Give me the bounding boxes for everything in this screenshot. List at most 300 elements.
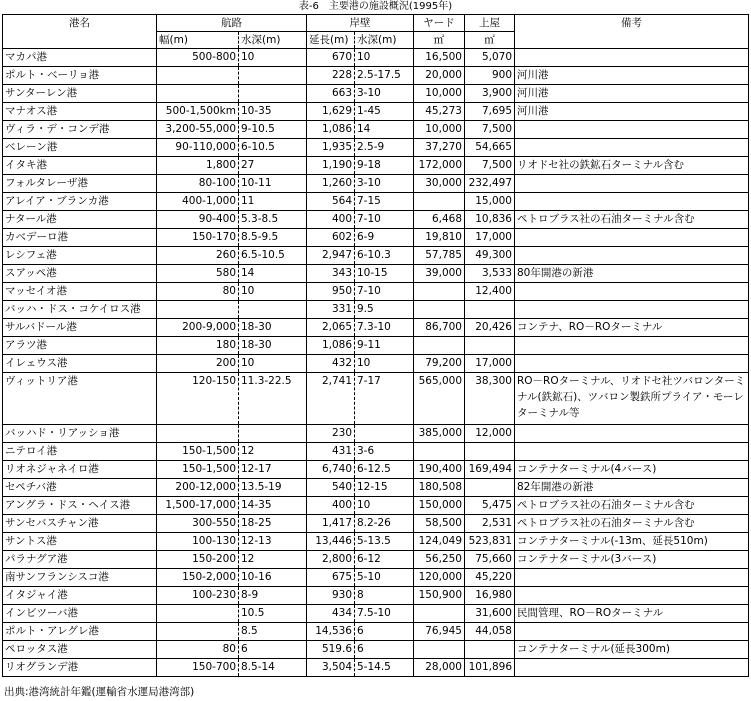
table-row bbox=[3, 139, 749, 157]
remarks-cell: ペトロブラス社の石油ターミナル含む bbox=[515, 211, 749, 229]
channel-depth-cell: 10 bbox=[239, 49, 307, 67]
quay-depth-cell: 6-12 bbox=[355, 551, 414, 569]
port-name-cell: イレェウス港 bbox=[3, 355, 157, 373]
channel-depth-cell: 12 bbox=[239, 551, 307, 569]
quay-length-cell: 1,417 bbox=[307, 515, 355, 533]
quay-length-cell: 228 bbox=[307, 67, 355, 85]
yard-cell: 124,049 bbox=[414, 533, 465, 551]
col-quay-depth: 水深(m) bbox=[355, 32, 414, 49]
quay-depth-cell: 9-18 bbox=[355, 157, 414, 175]
shed-cell bbox=[465, 443, 515, 461]
col-channel: 航路 bbox=[157, 15, 307, 32]
col-yard: ヤード bbox=[414, 15, 465, 32]
quay-length-cell: 331 bbox=[307, 301, 355, 319]
quay-depth-cell: 5-13.5 bbox=[355, 533, 414, 551]
quay-length-cell: 540 bbox=[307, 479, 355, 497]
channel-depth-cell: 12 bbox=[239, 443, 307, 461]
quay-length-cell: 431 bbox=[307, 443, 355, 461]
quay-depth-cell: 7.5-10 bbox=[355, 605, 414, 623]
channel-depth-cell: 10 bbox=[239, 355, 307, 373]
channel-width-cell: 3,200-55,000 bbox=[157, 121, 239, 139]
remarks-cell bbox=[515, 229, 749, 247]
remarks-cell: RO－ROターミナル、リオドセ社ツバロンターミナル(鉄鉱石)、ツバロン製鉄所プライア・モーレターミナル等 bbox=[515, 373, 749, 425]
port-name-cell: サントス港 bbox=[3, 533, 157, 551]
channel-width-cell: 300-550 bbox=[157, 515, 239, 533]
remarks-cell: 82年開港の新港 bbox=[515, 479, 749, 497]
quay-depth-cell: 3-10 bbox=[355, 85, 414, 103]
quay-length-cell: 400 bbox=[307, 211, 355, 229]
remarks-cell: 河川港 bbox=[515, 85, 749, 103]
quay-depth-cell: 7-17 bbox=[355, 373, 414, 425]
channel-width-cell bbox=[157, 301, 239, 319]
yard-cell: 28,000 bbox=[414, 659, 465, 677]
port-name-cell: ポルト・ベーリョ港 bbox=[3, 67, 157, 85]
channel-width-cell: 90-110,000 bbox=[157, 139, 239, 157]
remarks-cell: 河川港 bbox=[515, 67, 749, 85]
quay-depth-cell: 3-6 bbox=[355, 443, 414, 461]
quay-depth-cell: 9-11 bbox=[355, 337, 414, 355]
quay-length-cell: 675 bbox=[307, 569, 355, 587]
quay-length-cell: 1,086 bbox=[307, 337, 355, 355]
table-row bbox=[3, 337, 749, 355]
channel-depth-cell: 8.5 bbox=[239, 623, 307, 641]
port-name-cell: サンターレン港 bbox=[3, 85, 157, 103]
quay-length-cell: 950 bbox=[307, 283, 355, 301]
remarks-cell: 河川港 bbox=[515, 103, 749, 121]
table-row bbox=[3, 193, 749, 211]
quay-length-cell: 519.6 bbox=[307, 641, 355, 659]
table-row bbox=[3, 175, 749, 193]
quay-length-cell: 400 bbox=[307, 497, 355, 515]
channel-width-cell: 500-1,500km bbox=[157, 103, 239, 121]
channel-width-cell bbox=[157, 67, 239, 85]
yard-cell: 37,270 bbox=[414, 139, 465, 157]
channel-depth-cell: 12-13 bbox=[239, 533, 307, 551]
channel-depth-cell: 8.5-9.5 bbox=[239, 229, 307, 247]
port-name-cell: バッハド・リアッショ港 bbox=[3, 425, 157, 443]
remarks-cell bbox=[515, 283, 749, 301]
source-note: 出典:港湾統計年鑑(運輸省水運局港湾部) bbox=[4, 686, 195, 698]
channel-width-cell: 400-1,000 bbox=[157, 193, 239, 211]
channel-width-cell: 100-130 bbox=[157, 533, 239, 551]
quay-depth-cell: 5-14.5 bbox=[355, 659, 414, 677]
table-row bbox=[3, 443, 749, 461]
channel-depth-cell: 10.5 bbox=[239, 605, 307, 623]
channel-depth-cell: 14 bbox=[239, 265, 307, 283]
channel-width-cell bbox=[157, 425, 239, 443]
channel-depth-cell: 10-35 bbox=[239, 103, 307, 121]
quay-length-cell: 434 bbox=[307, 605, 355, 623]
shed-cell: 7,695 bbox=[465, 103, 515, 121]
port-name-cell: 南サンフランシスコ港 bbox=[3, 569, 157, 587]
shed-cell bbox=[465, 479, 515, 497]
quay-length-cell: 1,086 bbox=[307, 121, 355, 139]
quay-depth-cell: 7-10 bbox=[355, 283, 414, 301]
channel-width-cell: 90-400 bbox=[157, 211, 239, 229]
quay-length-cell: 432 bbox=[307, 355, 355, 373]
yard-cell bbox=[414, 337, 465, 355]
table-row bbox=[3, 157, 749, 175]
table-row bbox=[3, 587, 749, 605]
port-name-cell: ヴィットリア港 bbox=[3, 373, 157, 425]
header-row-1 bbox=[3, 15, 749, 32]
yard-cell: 16,500 bbox=[414, 49, 465, 67]
channel-width-cell: 180 bbox=[157, 337, 239, 355]
port-name-cell: ベレーン港 bbox=[3, 139, 157, 157]
yard-cell: 565,000 bbox=[414, 373, 465, 425]
quay-length-cell: 343 bbox=[307, 265, 355, 283]
remarks-cell bbox=[515, 623, 749, 641]
channel-depth-cell bbox=[239, 425, 307, 443]
shed-cell bbox=[465, 337, 515, 355]
table-row bbox=[3, 265, 749, 283]
shed-cell: 232,497 bbox=[465, 175, 515, 193]
shed-cell: 15,000 bbox=[465, 193, 515, 211]
remarks-cell bbox=[515, 659, 749, 677]
channel-depth-cell: 6.5-10.5 bbox=[239, 247, 307, 265]
yard-cell: 19,810 bbox=[414, 229, 465, 247]
table-row bbox=[3, 479, 749, 497]
port-name-cell: マカパ港 bbox=[3, 49, 157, 67]
quay-depth-cell: 12-15 bbox=[355, 479, 414, 497]
channel-depth-cell: 6 bbox=[239, 641, 307, 659]
shed-cell: 17,000 bbox=[465, 355, 515, 373]
port-name-cell: サンセバスチャン港 bbox=[3, 515, 157, 533]
quay-length-cell: 564 bbox=[307, 193, 355, 211]
yard-cell: 385,000 bbox=[414, 425, 465, 443]
quay-length-cell: 930 bbox=[307, 587, 355, 605]
quay-depth-cell: 10-15 bbox=[355, 265, 414, 283]
yard-cell: 10,000 bbox=[414, 121, 465, 139]
table-row bbox=[3, 551, 749, 569]
remarks-cell bbox=[515, 139, 749, 157]
channel-depth-cell: 11.3-22.5 bbox=[239, 373, 307, 425]
col-yard-unit: ㎡ bbox=[414, 32, 465, 49]
col-shed-unit: ㎡ bbox=[465, 32, 515, 49]
table-row bbox=[3, 425, 749, 443]
yard-cell: 6,468 bbox=[414, 211, 465, 229]
channel-depth-cell: 14-35 bbox=[239, 497, 307, 515]
quay-depth-cell: 1-45 bbox=[355, 103, 414, 121]
yard-cell bbox=[414, 283, 465, 301]
shed-cell bbox=[465, 301, 515, 319]
shed-cell: 900 bbox=[465, 67, 515, 85]
port-name-cell: マナオス港 bbox=[3, 103, 157, 121]
yard-cell: 58,500 bbox=[414, 515, 465, 533]
col-quay-length: 延長(m) bbox=[307, 32, 355, 49]
channel-depth-cell: 18-30 bbox=[239, 337, 307, 355]
channel-width-cell: 500-800 bbox=[157, 49, 239, 67]
quay-length-cell: 14,536 bbox=[307, 623, 355, 641]
port-name-cell: レシフェ港 bbox=[3, 247, 157, 265]
table-row bbox=[3, 229, 749, 247]
channel-width-cell: 150-1,500 bbox=[157, 461, 239, 479]
shed-cell: 7,500 bbox=[465, 121, 515, 139]
yard-cell bbox=[414, 641, 465, 659]
channel-depth-cell bbox=[239, 67, 307, 85]
remarks-cell: コンテナ、RO－ROターミナル bbox=[515, 319, 749, 337]
quay-length-cell: 2,065 bbox=[307, 319, 355, 337]
channel-width-cell: 1,800 bbox=[157, 157, 239, 175]
channel-depth-cell bbox=[239, 301, 307, 319]
port-name-cell: インビツーバ港 bbox=[3, 605, 157, 623]
remarks-cell bbox=[515, 569, 749, 587]
remarks-cell: 80年開港の新港 bbox=[515, 265, 749, 283]
quay-depth-cell: 6-12.5 bbox=[355, 461, 414, 479]
port-name-cell: アラツ港 bbox=[3, 337, 157, 355]
table-row bbox=[3, 659, 749, 677]
shed-cell: 12,000 bbox=[465, 425, 515, 443]
remarks-cell bbox=[515, 193, 749, 211]
col-remarks: 備考 bbox=[515, 15, 749, 49]
quay-depth-cell: 7.3-10 bbox=[355, 319, 414, 337]
shed-cell: 49,300 bbox=[465, 247, 515, 265]
port-name-cell: イタジャイ港 bbox=[3, 587, 157, 605]
yard-cell: 86,700 bbox=[414, 319, 465, 337]
port-name-cell: セペチバ港 bbox=[3, 479, 157, 497]
shed-cell: 101,896 bbox=[465, 659, 515, 677]
channel-width-cell: 100-230 bbox=[157, 587, 239, 605]
channel-width-cell: 200-9,000 bbox=[157, 319, 239, 337]
table-row bbox=[3, 319, 749, 337]
yard-cell: 120,000 bbox=[414, 569, 465, 587]
port-name-cell: ペロッタス港 bbox=[3, 641, 157, 659]
channel-width-cell: 260 bbox=[157, 247, 239, 265]
remarks-cell bbox=[515, 443, 749, 461]
table-body bbox=[3, 49, 749, 677]
quay-length-cell: 2,741 bbox=[307, 373, 355, 425]
quay-depth-cell: 14 bbox=[355, 121, 414, 139]
port-name-cell: ニテロイ港 bbox=[3, 443, 157, 461]
remarks-cell: コンテナターミナル(-13m、延長510m) bbox=[515, 533, 749, 551]
quay-length-cell: 602 bbox=[307, 229, 355, 247]
remarks-cell bbox=[515, 49, 749, 67]
channel-width-cell: 120-150 bbox=[157, 373, 239, 425]
col-channel-width: 幅(m) bbox=[157, 32, 239, 49]
yard-cell: 10,000 bbox=[414, 85, 465, 103]
channel-depth-cell: 10 bbox=[239, 283, 307, 301]
table-row bbox=[3, 67, 749, 85]
quay-length-cell: 663 bbox=[307, 85, 355, 103]
remarks-cell: リオドセ社の鉄鉱石ターミナル含む bbox=[515, 157, 749, 175]
shed-cell: 5,475 bbox=[465, 497, 515, 515]
remarks-cell: 民間管理、RO－ROターミナル bbox=[515, 605, 749, 623]
port-name-cell: フォルタレーザ港 bbox=[3, 175, 157, 193]
channel-depth-cell: 6-10.5 bbox=[239, 139, 307, 157]
port-name-cell: スアッペ港 bbox=[3, 265, 157, 283]
col-channel-depth: 水深(m) bbox=[239, 32, 307, 49]
table-row bbox=[3, 301, 749, 319]
table-row bbox=[3, 103, 749, 121]
port-name-cell: ポルト・アレグレ港 bbox=[3, 623, 157, 641]
remarks-cell bbox=[515, 355, 749, 373]
channel-width-cell bbox=[157, 623, 239, 641]
channel-width-cell: 80-100 bbox=[157, 175, 239, 193]
port-name-cell: ヴィラ・デ・コンデ港 bbox=[3, 121, 157, 139]
yard-cell bbox=[414, 443, 465, 461]
port-name-cell: カベデーロ港 bbox=[3, 229, 157, 247]
quay-length-cell: 1,260 bbox=[307, 175, 355, 193]
table-row bbox=[3, 211, 749, 229]
port-name-cell: パラナグア港 bbox=[3, 551, 157, 569]
quay-length-cell: 1,190 bbox=[307, 157, 355, 175]
remarks-cell bbox=[515, 337, 749, 355]
quay-depth-cell: 3-10 bbox=[355, 175, 414, 193]
quay-depth-cell: 8.2-26 bbox=[355, 515, 414, 533]
remarks-cell: ペトロブラス社の石油ターミナル含む bbox=[515, 515, 749, 533]
col-port-name: 港名 bbox=[3, 15, 157, 49]
shed-cell: 10,836 bbox=[465, 211, 515, 229]
yard-cell: 30,000 bbox=[414, 175, 465, 193]
yard-cell: 172,000 bbox=[414, 157, 465, 175]
yard-cell: 150,900 bbox=[414, 587, 465, 605]
quay-depth-cell: 7-15 bbox=[355, 193, 414, 211]
quay-depth-cell: 6 bbox=[355, 623, 414, 641]
remarks-cell bbox=[515, 121, 749, 139]
channel-depth-cell: 13.5-19 bbox=[239, 479, 307, 497]
remarks-cell bbox=[515, 587, 749, 605]
yard-cell: 76,945 bbox=[414, 623, 465, 641]
table-row bbox=[3, 641, 749, 659]
quay-depth-cell: 10 bbox=[355, 355, 414, 373]
table-row bbox=[3, 85, 749, 103]
quay-depth-cell: 6-10.3 bbox=[355, 247, 414, 265]
remarks-cell bbox=[515, 425, 749, 443]
channel-depth-cell: 9-10.5 bbox=[239, 121, 307, 139]
quay-depth-cell: 9.5 bbox=[355, 301, 414, 319]
port-name-cell: アングラ・ドス・ヘイス港 bbox=[3, 497, 157, 515]
channel-depth-cell: 10-16 bbox=[239, 569, 307, 587]
yard-cell: 150,000 bbox=[414, 497, 465, 515]
remarks-cell bbox=[515, 175, 749, 193]
channel-width-cell bbox=[157, 85, 239, 103]
shed-cell: 20,426 bbox=[465, 319, 515, 337]
table-row bbox=[3, 121, 749, 139]
port-name-cell: リオネジャネイロ港 bbox=[3, 461, 157, 479]
quay-depth-cell bbox=[355, 425, 414, 443]
port-name-cell: マッセイオ港 bbox=[3, 283, 157, 301]
shed-cell: 31,600 bbox=[465, 605, 515, 623]
table-title: 表-6 主要港の施設概況(1995年) bbox=[298, 1, 453, 12]
channel-width-cell: 150-700 bbox=[157, 659, 239, 677]
shed-cell: 44,058 bbox=[465, 623, 515, 641]
yard-cell: 79,200 bbox=[414, 355, 465, 373]
yard-cell: 57,785 bbox=[414, 247, 465, 265]
channel-width-cell: 200 bbox=[157, 355, 239, 373]
channel-depth-cell: 12-17 bbox=[239, 461, 307, 479]
channel-depth-cell: 18-25 bbox=[239, 515, 307, 533]
channel-depth-cell: 8.5-14 bbox=[239, 659, 307, 677]
channel-depth-cell bbox=[239, 85, 307, 103]
channel-width-cell: 580 bbox=[157, 265, 239, 283]
yard-cell bbox=[414, 193, 465, 211]
remarks-cell: ペトロブラス社の石油ターミナル含む bbox=[515, 497, 749, 515]
port-name-cell: ナタール港 bbox=[3, 211, 157, 229]
shed-cell: 17,000 bbox=[465, 229, 515, 247]
quay-length-cell: 13,446 bbox=[307, 533, 355, 551]
quay-length-cell: 1,629 bbox=[307, 103, 355, 121]
shed-cell bbox=[465, 641, 515, 659]
table-row bbox=[3, 515, 749, 533]
channel-depth-cell: 27 bbox=[239, 157, 307, 175]
yard-cell: 180,508 bbox=[414, 479, 465, 497]
table-row bbox=[3, 49, 749, 67]
quay-depth-cell: 10 bbox=[355, 49, 414, 67]
channel-depth-cell: 8-9 bbox=[239, 587, 307, 605]
yard-cell: 56,250 bbox=[414, 551, 465, 569]
quay-depth-cell: 6 bbox=[355, 641, 414, 659]
quay-length-cell: 1,935 bbox=[307, 139, 355, 157]
quay-length-cell: 3,504 bbox=[307, 659, 355, 677]
shed-cell: 45,220 bbox=[465, 569, 515, 587]
channel-depth-cell: 18-30 bbox=[239, 319, 307, 337]
port-name-cell: リオグランデ港 bbox=[3, 659, 157, 677]
yard-cell: 20,000 bbox=[414, 67, 465, 85]
port-name-cell: イタキ港 bbox=[3, 157, 157, 175]
yard-cell: 45,273 bbox=[414, 103, 465, 121]
channel-depth-cell: 5.3-8.5 bbox=[239, 211, 307, 229]
col-shed: 上屋 bbox=[465, 15, 515, 32]
yard-cell bbox=[414, 301, 465, 319]
table-row bbox=[3, 533, 749, 551]
shed-cell: 3,533 bbox=[465, 265, 515, 283]
table-row bbox=[3, 497, 749, 515]
col-quay: 岸壁 bbox=[307, 15, 414, 32]
channel-width-cell: 150-200 bbox=[157, 551, 239, 569]
shed-cell: 2,531 bbox=[465, 515, 515, 533]
channel-width-cell bbox=[157, 605, 239, 623]
port-name-cell: アレイア・ブランカ港 bbox=[3, 193, 157, 211]
quay-depth-cell: 2.5-17.5 bbox=[355, 67, 414, 85]
remarks-cell bbox=[515, 247, 749, 265]
channel-width-cell: 80 bbox=[157, 641, 239, 659]
quay-length-cell: 230 bbox=[307, 425, 355, 443]
table-row bbox=[3, 283, 749, 301]
table-row bbox=[3, 247, 749, 265]
quay-depth-cell: 7-10 bbox=[355, 211, 414, 229]
shed-cell: 75,660 bbox=[465, 551, 515, 569]
channel-width-cell: 150-170 bbox=[157, 229, 239, 247]
quay-length-cell: 2,947 bbox=[307, 247, 355, 265]
table-row bbox=[3, 355, 749, 373]
shed-cell: 5,070 bbox=[465, 49, 515, 67]
shed-cell: 12,400 bbox=[465, 283, 515, 301]
remarks-cell: コンテナターミナル(3バース) bbox=[515, 551, 749, 569]
quay-depth-cell: 10 bbox=[355, 497, 414, 515]
yard-cell bbox=[414, 605, 465, 623]
quay-length-cell: 670 bbox=[307, 49, 355, 67]
quay-depth-cell: 8 bbox=[355, 587, 414, 605]
table-row bbox=[3, 569, 749, 587]
quay-depth-cell: 6-9 bbox=[355, 229, 414, 247]
table-row bbox=[3, 623, 749, 641]
remarks-cell: コンテナターミナル(4バース) bbox=[515, 461, 749, 479]
shed-cell: 16,980 bbox=[465, 587, 515, 605]
channel-depth-cell: 11 bbox=[239, 193, 307, 211]
port-name-cell: サルバドール港 bbox=[3, 319, 157, 337]
channel-width-cell: 150-1,500 bbox=[157, 443, 239, 461]
channel-depth-cell: 10-11 bbox=[239, 175, 307, 193]
yard-cell: 39,000 bbox=[414, 265, 465, 283]
table-row bbox=[3, 605, 749, 623]
table-row bbox=[3, 373, 749, 425]
quay-length-cell: 6,740 bbox=[307, 461, 355, 479]
channel-width-cell: 1,500-17,000 bbox=[157, 497, 239, 515]
channel-width-cell: 200-12,000 bbox=[157, 479, 239, 497]
table-row bbox=[3, 461, 749, 479]
quay-depth-cell: 5-10 bbox=[355, 569, 414, 587]
channel-width-cell: 150-2,000 bbox=[157, 569, 239, 587]
